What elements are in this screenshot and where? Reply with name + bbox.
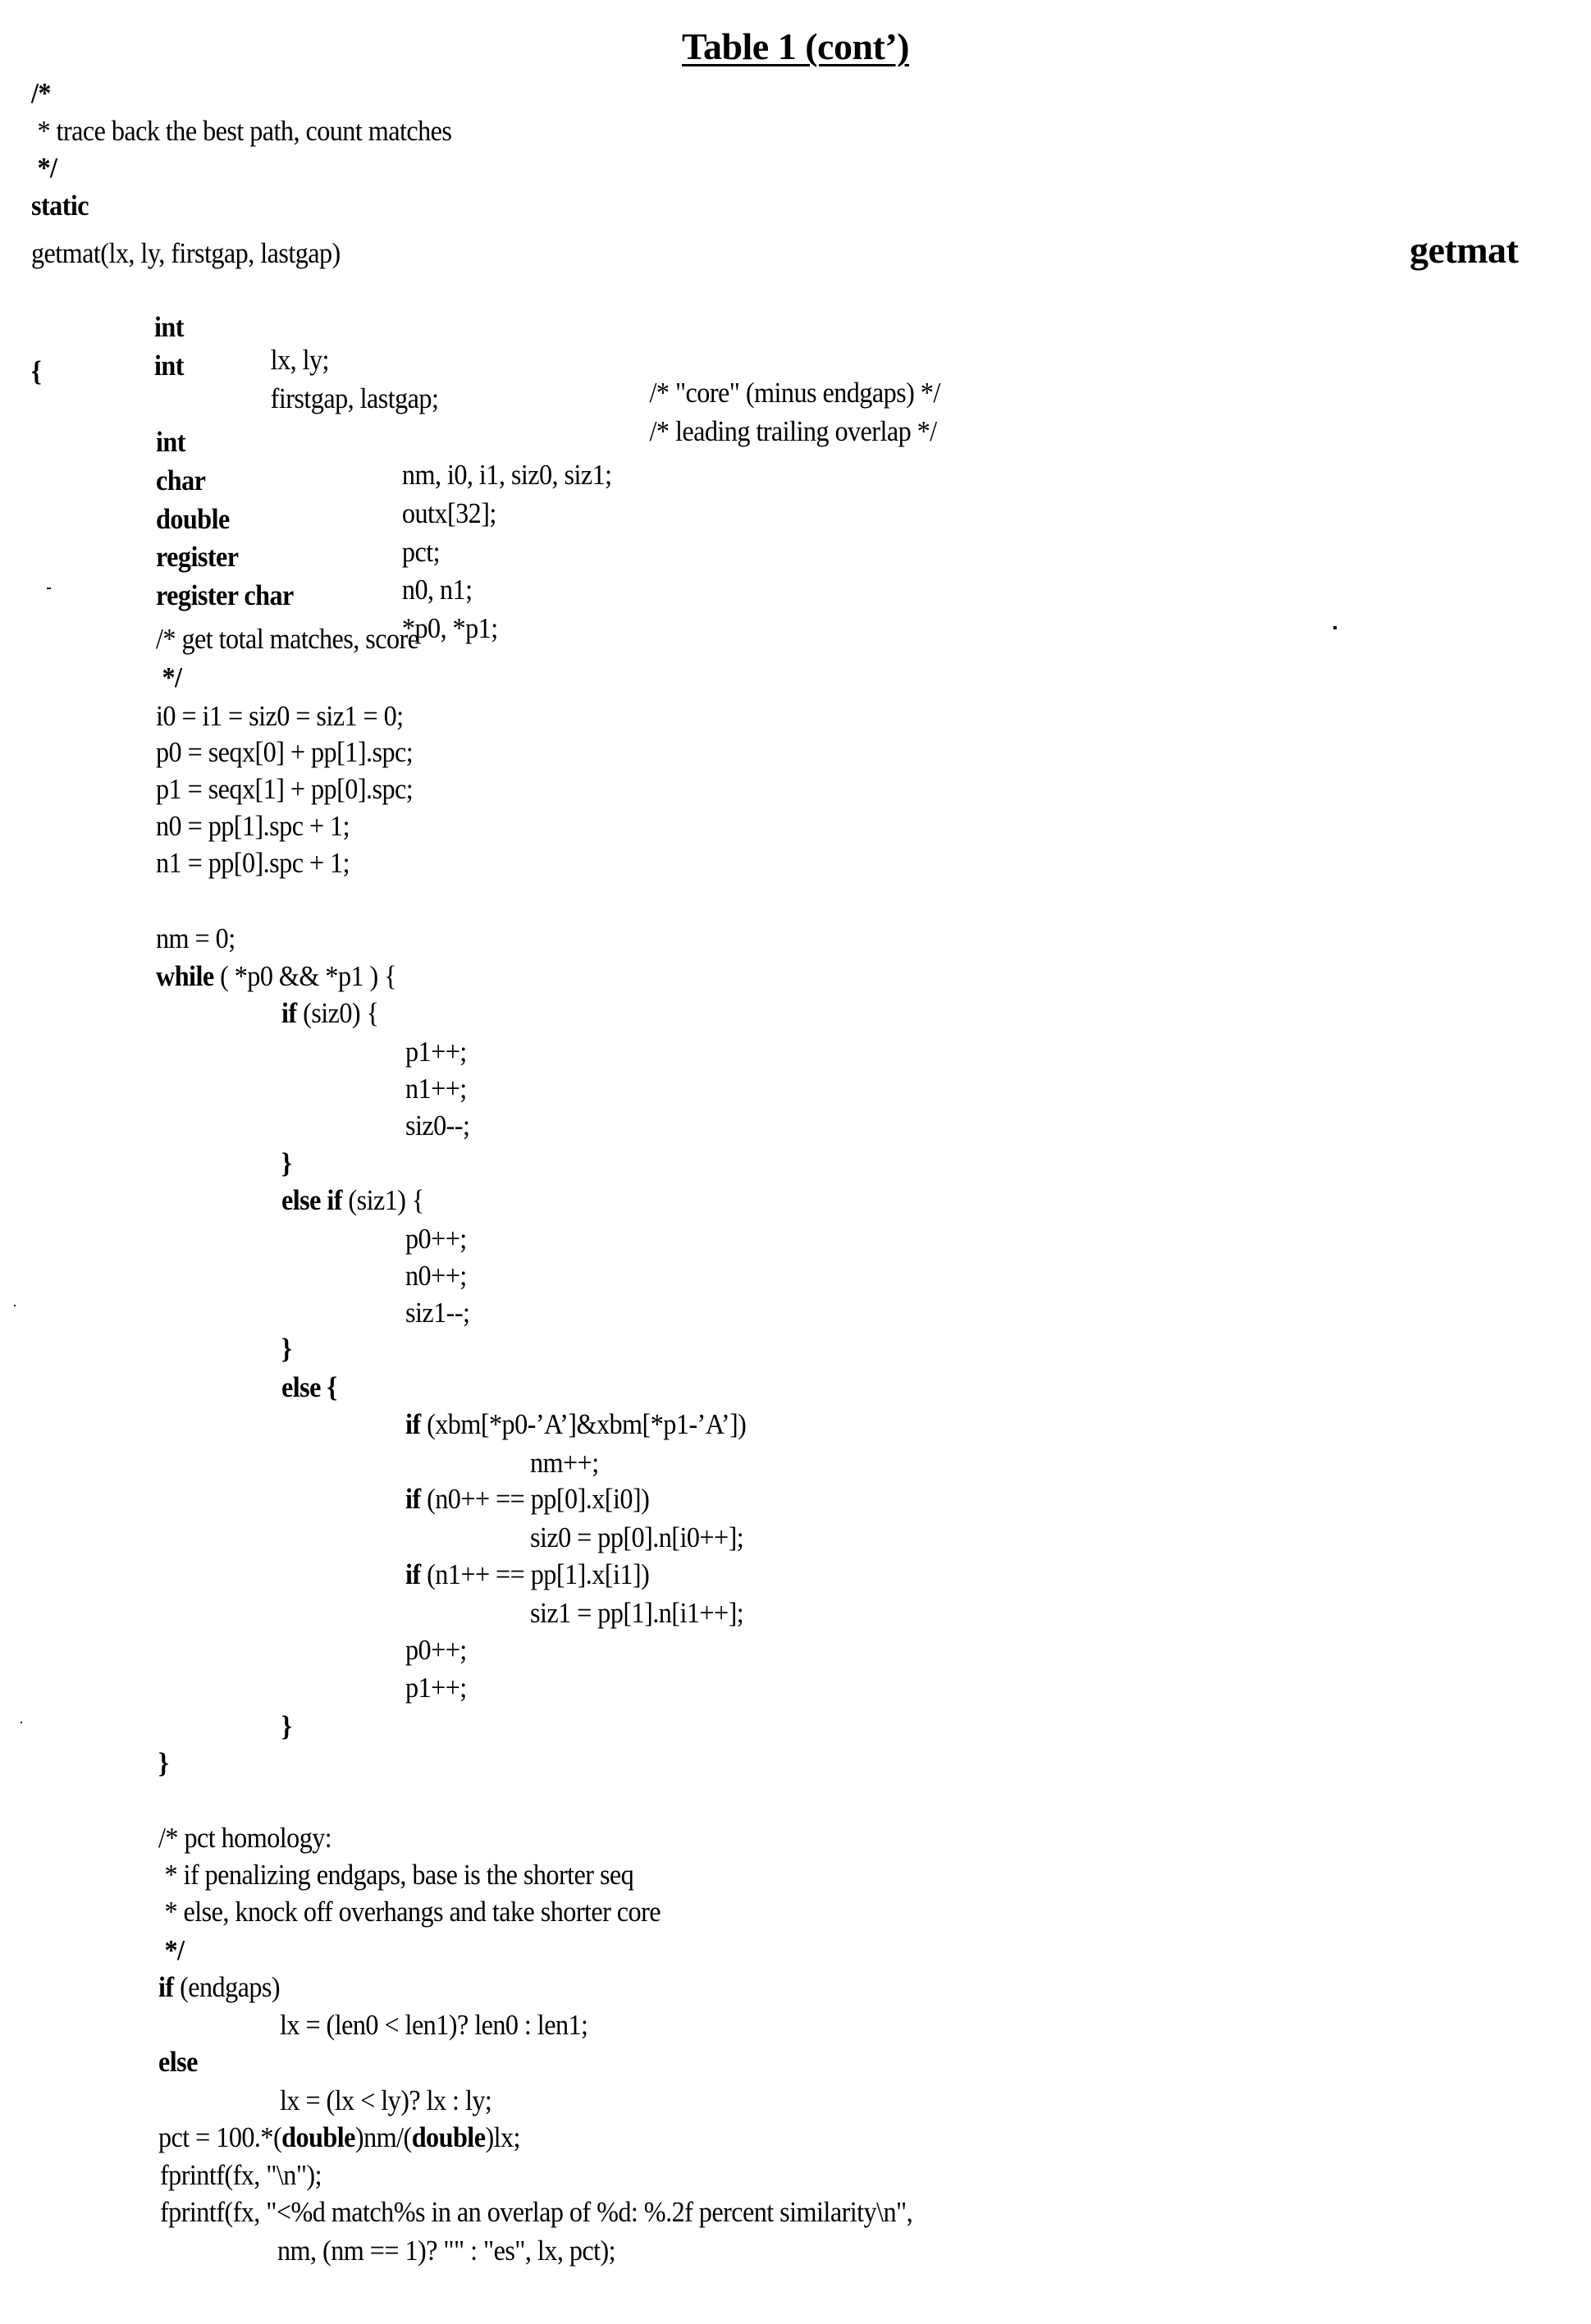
pct-mid: )nm/( [354,2121,412,2153]
keyword-if: if [405,1408,421,1440]
statement: nm = 0; [156,922,235,954]
statement: siz0 = pp[0].n[i0++]; [530,1521,744,1553]
statement: fprintf(fx, "<%d match%s in an overlap of %d: %.2f percent similarity\n", [160,2196,913,2228]
statement: i0 = i1 = siz0 = siz1 = 0; [156,700,404,732]
statement: p1 = seqx[1] + pp[0].spc; [156,773,414,805]
local-type: register [156,541,239,573]
statement: siz0--; [405,1109,470,1141]
else-statement [281,1371,336,1404]
keyword-if: if [158,1971,174,2003]
function-name-label: getmat [1410,229,1519,271]
statement: p0 = seqx[0] + pp[1].spc; [156,736,414,768]
keyword-else-if: else if [281,1184,342,1216]
statement: n1 = pp[0].spc + 1; [156,847,350,879]
statement: fprintf(fx, "\n"); [160,2159,322,2191]
close-brace: } [281,1710,292,1742]
pct-comment: /* pct homology: [158,1822,332,1854]
comment-close: */ [31,152,57,184]
local-names: pct; [401,536,441,568]
function-signature: getmat(lx, ly, firstgap, lastgap) [31,237,341,269]
while-condition: ( *p0 && *p1 ) { [213,960,397,992]
statement: siz1--; [405,1297,470,1329]
statement: n1++; [405,1073,467,1105]
statement: p0++; [405,1223,467,1255]
statement: p1++; [405,1672,467,1704]
keyword-if: if [405,1558,421,1590]
param-names: lx, ly; [270,344,329,376]
scan-speck [1333,626,1337,629]
keyword-if: if [405,1483,421,1515]
param-comment: /* leading trailing overlap */ [649,415,937,447]
init-comment-close: */ [156,661,182,693]
if-condition: (siz0) { [296,997,379,1029]
local-type: int [156,426,185,458]
if-statement [405,1483,649,1516]
local-names: nm, i0, i1, siz0, siz1; [401,459,612,491]
init-comment: /* get total matches, score [156,623,419,655]
keyword-while: while [156,960,214,992]
storage-class: static [31,190,89,222]
scan-speck [47,588,51,589]
statement: n0++; [405,1260,467,1292]
if-condition: (endgaps) [173,1971,281,2003]
local-type: char [156,464,206,496]
pct-comment: * if penalizing endgaps, base is the shorter seq [158,1859,634,1891]
pct-suffix: )lx; [485,2121,520,2153]
open-brace: { [31,355,42,387]
if-condition: (xbm[*p0-’A’]&xbm[*p1-’A’]) [420,1408,747,1440]
statement: nm, (nm == 1)? "" : "es", lx, pct); [277,2235,616,2267]
if-condition: (n1++ == pp[1].x[i1]) [420,1558,650,1590]
local-names: outx[32]; [401,497,496,529]
while-statement [156,960,396,993]
page-title-text: Table 1 (cont’) [681,25,909,67]
local-type: double [156,503,230,535]
param-names: firstgap, lastgap; [270,382,439,414]
param-type: int [154,311,184,343]
local-names: *p0, *p1; [401,612,498,644]
statement: lx = (len0 < len1)? len0 : len1; [280,2009,588,2041]
if-statement [281,997,378,1030]
comment-text: * trace back the best path, count matches [31,115,452,147]
scan-speck [14,1305,16,1306]
statement: lx = (lx < ly)? lx : ly; [280,2084,492,2116]
if-condition: (n0++ == pp[0].x[i0]) [420,1483,650,1515]
else-if-condition: (siz1) { [341,1184,424,1216]
keyword-else: else [158,2046,198,2078]
keyword-double: double [411,2121,486,2153]
close-brace: } [281,1147,292,1179]
if-statement [405,1408,746,1441]
comment-open: /* [31,77,51,109]
statement: nm++; [530,1447,599,1479]
local-type: register char [156,579,294,611]
keyword-double: double [281,2121,355,2153]
close-brace: } [281,1333,292,1365]
if-statement [158,1971,280,2004]
param-type: int [154,350,184,382]
local-decl [156,547,911,678]
pct-assign [158,2121,520,2154]
keyword-if: if [281,997,297,1029]
statement: p0++; [405,1634,467,1666]
param-comment: /* "core" (minus endgaps) */ [649,377,940,409]
local-names: n0, n1; [401,574,473,606]
else-open-brace: { [320,1371,337,1403]
pct-comment-close: */ [158,1934,185,1966]
pct-prefix: pct = 100.*( [158,2121,282,2153]
pct-comment: * else, knock off overhangs and take shorter core [158,1896,661,1928]
close-brace: } [158,1747,169,1779]
statement: n0 = pp[1].spc + 1; [156,810,350,842]
statement: siz1 = pp[1].n[i1++]; [530,1597,744,1629]
statement: p1++; [405,1036,467,1068]
else-if-statement [281,1184,424,1217]
scan-speck [21,1722,22,1723]
if-statement [405,1558,649,1591]
keyword-else: else [281,1371,321,1403]
